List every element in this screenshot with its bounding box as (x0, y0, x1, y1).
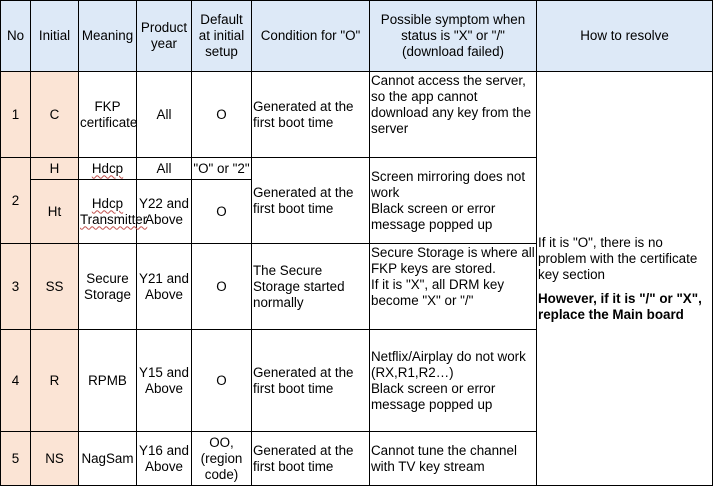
row-initial: C (31, 72, 79, 158)
row-year: All (137, 158, 192, 180)
row-symptom: Cannot access the server, so the app cannot download any key from the server (370, 72, 537, 158)
header-symptom: Possible symptom when status is "X" or "/"(download failed) (370, 1, 537, 72)
row-condition: Generated at the first boot time (252, 158, 370, 244)
symptom-line: Black screen or error message popped up (371, 380, 496, 412)
row-no: 4 (1, 330, 31, 432)
symptom-line: Screen mirroring does not work (371, 168, 526, 200)
row-symptom (370, 244, 537, 330)
row-symptom (370, 158, 537, 244)
resolve-normal-text: If it is "O", there is no problem with the certificate key section (538, 234, 698, 282)
header-default: Default at initial setup (192, 1, 252, 72)
hdcp-transmitter-word: Hdcp Transmitter (80, 195, 148, 227)
row-condition: The Secure Storage started normally (252, 244, 370, 330)
resolve-cell (537, 72, 713, 486)
header-initial: Initial (31, 1, 79, 72)
row-condition: Generated at the first boot time (252, 72, 370, 158)
row-symptom: Cannot tune the channel with TV key stream (370, 432, 537, 486)
hdcp-word: Hdcp (91, 160, 124, 176)
row-default: OO, (region code) (192, 432, 252, 486)
row-meaning: NagSam (79, 432, 137, 486)
symptom-line: Black screen or error message popped up (371, 200, 496, 232)
row-initial: H (31, 158, 79, 180)
row-initial: SS (31, 244, 79, 330)
row-condition: Generated at the first boot time (252, 330, 370, 432)
resolve-gap (538, 283, 711, 291)
resolve-bold-text: However, if it is "/" or "X", replace the Main board (538, 290, 702, 322)
symptom-line: If it is "X", all DRM key become "X" or "/" (371, 277, 505, 308)
symptom-line: Secure Storage is where all FKP keys are stored. (371, 245, 535, 276)
row-year: Y21 and Above (137, 244, 192, 330)
row-meaning: FKP certificate (79, 72, 137, 158)
header-condition: Condition for "O" (252, 1, 370, 72)
row-meaning: RPMB (79, 330, 137, 432)
row-initial: R (31, 330, 79, 432)
row-initial: Ht (31, 180, 79, 244)
row-no: 1 (1, 72, 31, 158)
row-year: Y22 and Above (137, 180, 192, 244)
row-meaning (79, 158, 137, 180)
symptom-line: Netflix/Airplay do not work (RX,R1,R2…) (371, 348, 526, 380)
header-product-year: Product year (137, 1, 192, 72)
row-no: 5 (1, 432, 31, 486)
row-symptom (370, 330, 537, 432)
row-year: Y16 and Above (137, 432, 192, 486)
row-default: "O" or "2" (192, 158, 252, 180)
row-default: O (192, 180, 252, 244)
header-row (1, 1, 713, 72)
row-default: O (192, 330, 252, 432)
row-meaning: Secure Storage (79, 244, 137, 330)
header-meaning: Meaning (79, 1, 137, 72)
header-no: No (1, 1, 31, 72)
row-year: Y15 and Above (137, 330, 192, 432)
header-resolve: How to resolve (537, 1, 713, 72)
table-row (1, 72, 713, 158)
row-default: O (192, 244, 252, 330)
row-year: All (137, 72, 192, 158)
row-initial: NS (31, 432, 79, 486)
row-no: 3 (1, 244, 31, 330)
row-condition: Generated at the first boot time (252, 432, 370, 486)
row-default: O (192, 72, 252, 158)
row-meaning (79, 180, 148, 244)
row-no: 2 (1, 158, 31, 244)
